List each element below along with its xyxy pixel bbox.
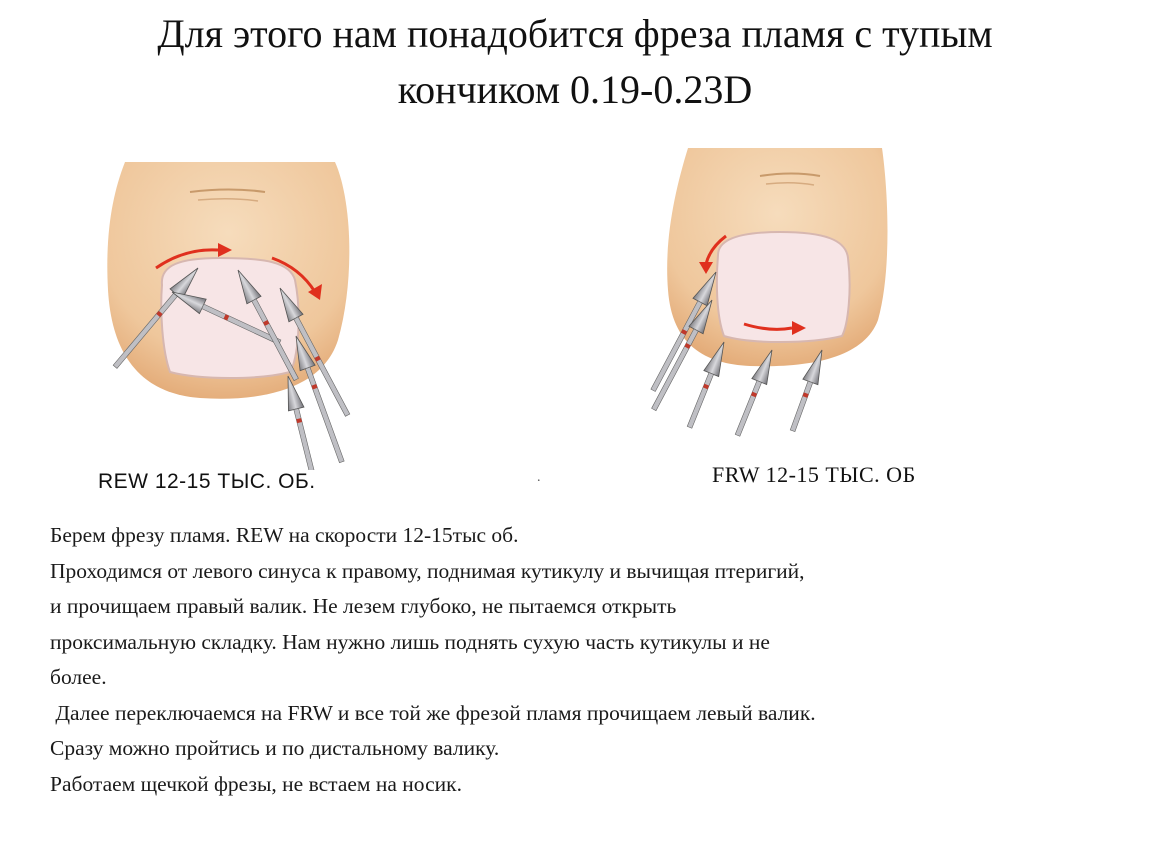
text-line-1: Берем фрезу пламя. REW на скорости 12-15тыс об.	[50, 523, 519, 547]
slide-title	[60, 6, 1090, 118]
text-line-4: проксимальную складку. Нам нужно лишь поднять сухую часть кутикулы и не	[50, 629, 770, 654]
title-line-2: кончиком 0.19-0.23D	[397, 67, 753, 112]
text-line-7: Сразу можно пройтись и по дистальному валику.	[50, 736, 500, 760]
separator-dot: .	[537, 470, 541, 485]
caption-frw: FRW 12-15 ТЫС. ОБ	[712, 462, 916, 487]
text-line-2: Проходимся от левого синуса к правому, поднимая кутикулу и вычищая птеригий,	[50, 558, 805, 583]
text-line-3: и прочищаем правый валик. Не лезем глубоко, не пытаемся открыть	[50, 594, 677, 618]
toe-nail-frw-illustration	[620, 140, 980, 470]
text-line-6: Далее переключаемся на FRW и все той же фрезой пламя прочищаем левый валик.	[50, 700, 816, 725]
nail-shape-right	[717, 232, 850, 342]
toe-nail-rew-illustration	[90, 140, 470, 470]
instruction-text	[50, 518, 1130, 802]
text-line-5: более.	[50, 665, 107, 689]
title-line-1: Для этого нам понадобится фреза пламя с тупым	[157, 11, 993, 56]
caption-rew: REW 12-15 ТЫС. ОБ.	[98, 470, 316, 493]
text-line-8: Работаем щечкой фрезы, не встаем на носик.	[50, 771, 462, 796]
